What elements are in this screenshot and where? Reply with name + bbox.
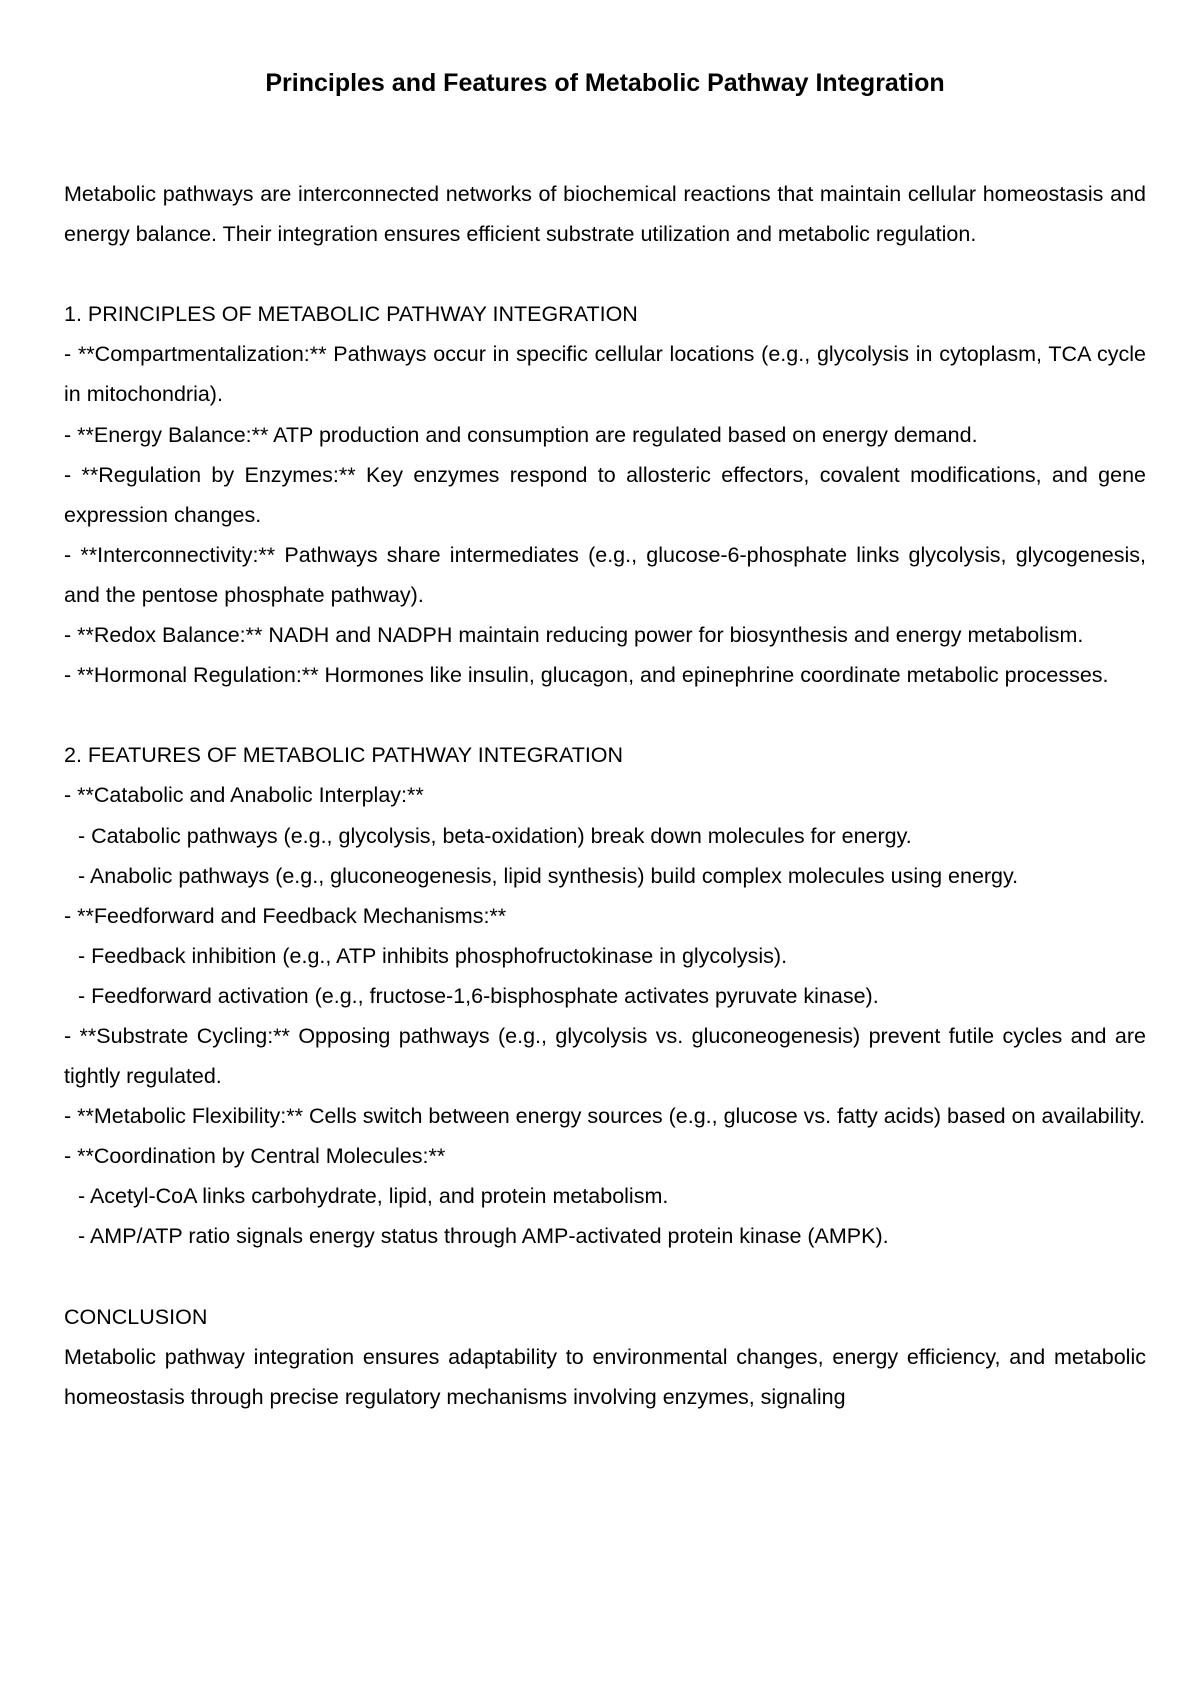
list-item: - **Metabolic Flexibility:** Cells switch between energy sources (e.g., glucose vs. fatty acids) based on availability.	[64, 1104, 1146, 1129]
list-item: - **Compartmentalization:** Pathways occur in specific cellular locations (e.g., glycolysis in cytoplasm, TCA cycle in mitochondria).	[64, 342, 1146, 407]
document-title: Principles and Features of Metabolic Pathway Integration	[265, 69, 945, 97]
list-item: - **Catabolic and Anabolic Interplay:**	[64, 783, 424, 808]
sub-list-item: - AMP/ATP ratio signals energy status through AMP-activated protein kinase (AMPK).	[78, 1224, 889, 1249]
sub-list-item: - Feedforward activation (e.g., fructose-1,6-bisphosphate activates pyruvate kinase).	[78, 983, 879, 1008]
sub-list-item: - Feedback inhibition (e.g., ATP inhibits phosphofructokinase in glycolysis).	[78, 943, 788, 968]
section2-heading: 2. FEATURES OF METABOLIC PATHWAY INTEGRATION	[64, 743, 624, 768]
list-item: - **Regulation by Enzymes:** Key enzymes respond to allosteric effectors, covalent modifications, and gene expression changes.	[64, 462, 1146, 527]
conclusion-paragraph: Metabolic pathway integration ensures adaptability to environmental changes, energy efficiency, and metabolic homeostasis through precise regulatory mechanisms involving enzymes, signaling	[64, 1344, 1146, 1409]
document-body	[64, 174, 1146, 1417]
list-item: - **Coordination by Central Molecules:**	[64, 1144, 446, 1169]
list-item: - **Energy Balance:** ATP production and consumption are regulated based on energy demand.	[64, 422, 978, 447]
spacer	[64, 1257, 1146, 1297]
sub-list-item: - Catabolic pathways (e.g., glycolysis, beta-oxidation) break down molecules for energy.	[78, 823, 912, 848]
spacer	[64, 695, 1146, 735]
list-item: - **Substrate Cycling:** Opposing pathways (e.g., glycolysis vs. gluconeogenesis) prevent futile cycles and are tightly regulated.	[64, 1023, 1146, 1089]
list-item: - **Interconnectivity:** Pathways share intermediates (e.g., glucose-6-phosphate links glycolysis, glycogenesis, and the pentose phosphate pathway).	[64, 542, 1146, 607]
intro-paragraph: Metabolic pathways are interconnected networks of biochemical reactions that maintain cellular homeostasis and energy balance. Their integration ensures efficient substrate utilization and metabolic regulation.	[64, 182, 1146, 247]
sub-list-item: - Anabolic pathways (e.g., gluconeogenesis, lipid synthesis) build complex molecules using energy.	[78, 863, 1019, 888]
list-item: - **Hormonal Regulation:** Hormones like insulin, glucagon, and epinephrine coordinate metabolic processes.	[64, 663, 1109, 688]
conclusion-heading: CONCLUSION	[64, 1304, 208, 1329]
section1-heading: 1. PRINCIPLES OF METABOLIC PATHWAY INTEGRATION	[64, 302, 638, 327]
list-item: - **Redox Balance:** NADH and NADPH maintain reducing power for biosynthesis and energy metabolism.	[64, 623, 1084, 648]
spacer	[64, 254, 1146, 294]
sub-list-item: - Acetyl-CoA links carbohydrate, lipid, and protein metabolism.	[78, 1184, 669, 1209]
list-item: - **Feedforward and Feedback Mechanisms:**	[64, 903, 507, 928]
